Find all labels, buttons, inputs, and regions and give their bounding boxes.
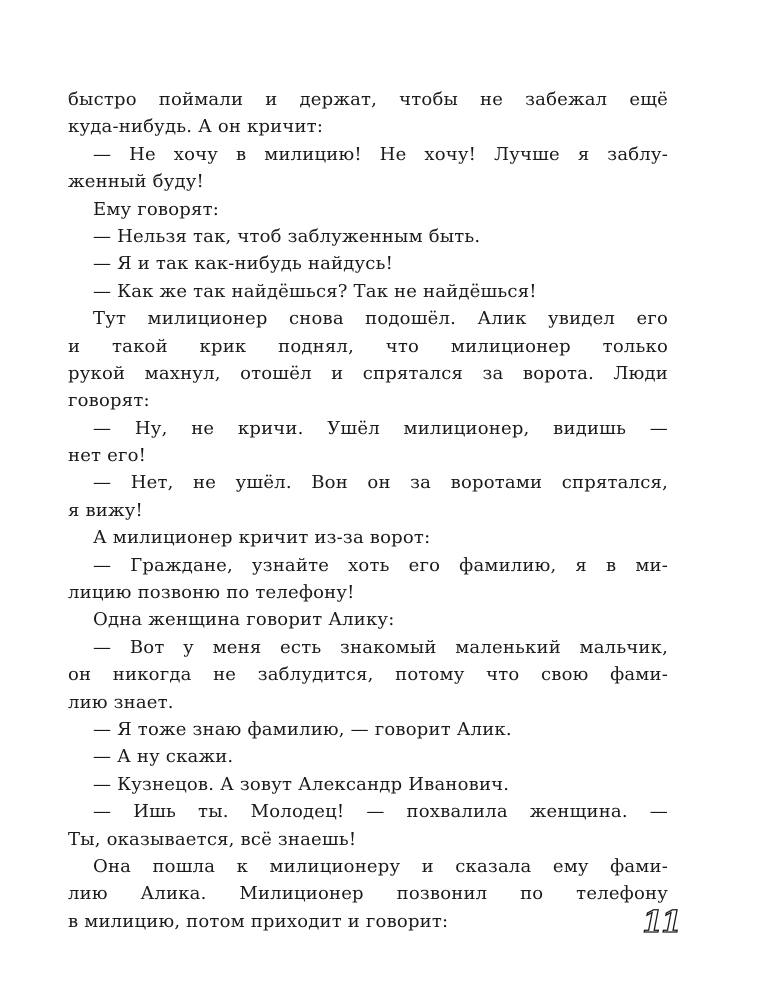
text-line: в милицию, потом приходит и говорит: xyxy=(68,910,449,932)
text-line: он никогда не заблудится, потому что свою фами- xyxy=(68,664,668,686)
page-number: 11 xyxy=(642,905,680,940)
text-line: лию знает. xyxy=(68,691,174,713)
text-line: нет его! xyxy=(68,445,147,467)
text-line: я вижу! xyxy=(68,499,143,521)
text-line: лицию позвоню по телефону! xyxy=(68,582,355,604)
text-line: Ему говорят: xyxy=(93,198,219,220)
text-line: рукой махнул, отошёл и спрятался за ворота. Люди xyxy=(68,362,668,384)
text-line: — Не хочу в милицию! Не хочу! Лучше я заблу- xyxy=(93,143,668,165)
text-line: — Ну, не кричи. Ушёл милиционер, видишь — xyxy=(93,417,668,439)
text-line: — Ишь ты. Молодец! — похвалила женщина. — xyxy=(93,801,668,823)
text-line: — Нет, не ушёл. Вон он за воротами спрятался, xyxy=(93,472,668,494)
text-line: женный буду! xyxy=(68,171,204,193)
text-line: — Нельзя так, чтоб заблуженным быть. xyxy=(93,225,481,247)
text-line: Она пошла к милиционеру и сказала ему фами- xyxy=(93,855,668,877)
text-line: Тут милиционер снова подошёл. Алик увидел его xyxy=(93,308,668,330)
body-text xyxy=(68,86,668,935)
text-line: — Я тоже знаю фамилию, — говорит Алик. xyxy=(93,718,512,740)
text-line: — Кузнецов. А зовут Александр Иванович. xyxy=(93,773,510,795)
text-line: — Я и так как-нибудь найдусь! xyxy=(93,253,394,275)
text-line: Одна женщина говорит Алику: xyxy=(93,609,395,631)
text-line: говорят: xyxy=(68,390,150,412)
text-line: — Как же так найдёшься? Так не найдёшься! xyxy=(93,280,537,302)
text-line: Ты, оказывается, всё знаешь! xyxy=(68,828,357,850)
text-line: куда-нибудь. А он кричит: xyxy=(68,116,324,138)
text-line: — Граждане, узнайте хоть его фамилию, я в ми- xyxy=(93,554,668,576)
text-line: — А ну скажи. xyxy=(93,746,234,768)
text-line: быстро поймали и держат, чтобы не забежал ещё xyxy=(68,89,668,110)
text-line: А милиционер кричит из-за ворот: xyxy=(93,527,431,549)
text-line: — Вот у меня есть знакомый маленький мальчик, xyxy=(93,636,668,658)
text-line: и такой крик поднял, что милиционер только xyxy=(68,335,668,357)
text-line: лию Алика. Милиционер позвонил по телефону xyxy=(68,883,668,905)
